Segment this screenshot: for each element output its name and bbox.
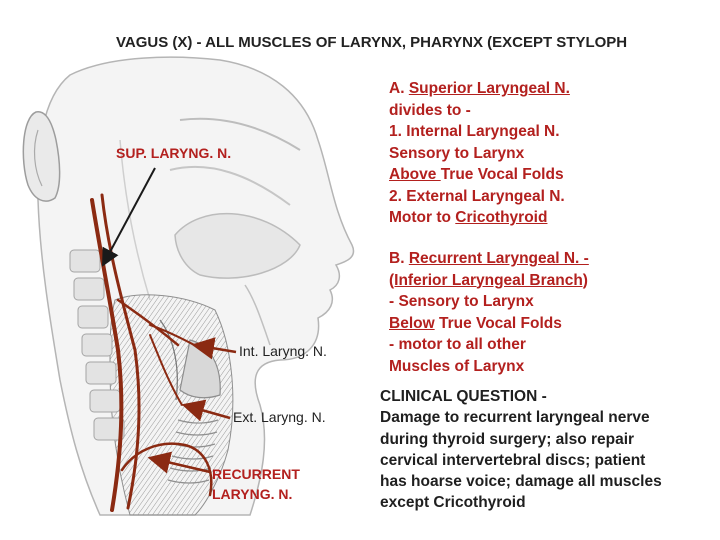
section-a — [389, 78, 570, 229]
section-a-line7: Motor to Cricothyroid — [389, 209, 548, 226]
section-a-heading: A. Superior Laryngeal N. — [389, 80, 570, 97]
clinical-heading: CLINICAL QUESTION - — [380, 388, 547, 405]
clinical-line2: Damage to recurrent laryngeal nerve — [380, 409, 650, 427]
sup-laryng-label: SUP. LARYNG. N. — [116, 145, 232, 161]
section-a-line4: Sensory to Larynx — [389, 144, 525, 162]
section-b-line3: - Sensory to Larynx — [389, 293, 534, 310]
section-b — [389, 248, 589, 377]
clinical-line3: during thyroid surgery; also repair — [380, 430, 635, 448]
section-b-line6: Muscles of Larynx — [389, 357, 525, 375]
section-a-line5: Above True Vocal Folds — [389, 166, 564, 183]
section-b-heading: B. Recurrent Laryngeal N. - — [389, 250, 589, 267]
clinical-line4: cervical intervertebral discs; patient — [380, 451, 646, 469]
section-b-line2: (Inferior Laryngeal Branch) — [389, 271, 588, 289]
recurrent-label-line1: RECURRENT — [212, 466, 300, 482]
section-a-line2: divides to - — [389, 101, 471, 119]
ext-laryng-label: Ext. Laryng. N. — [233, 409, 326, 425]
clinical-line6: except Cricothyroid — [380, 494, 526, 512]
clinical-line5: has hoarse voice; damage all muscles — [380, 473, 662, 491]
recurrent-label-line2: LARYNG. N. — [212, 486, 293, 502]
section-a-line6: 2. External Laryngeal N. — [389, 187, 565, 205]
clinical-question — [380, 386, 720, 514]
superior-laryngeal-link: Superior Laryngeal N. — [408, 80, 570, 97]
slide-title: VAGUS (X) - ALL MUSCLES OF LARYNX, PHARYNX (EXCEPT STYLOPH — [116, 34, 628, 51]
section-a-line3: 1. Internal Laryngeal N. — [389, 123, 560, 140]
section-b-line4: Below True Vocal Folds — [389, 314, 562, 332]
int-laryng-label: Int. Laryng. N. — [239, 343, 327, 359]
section-b-line5: - motor to all other — [389, 336, 526, 353]
head-neck-illustration — [0, 40, 360, 518]
